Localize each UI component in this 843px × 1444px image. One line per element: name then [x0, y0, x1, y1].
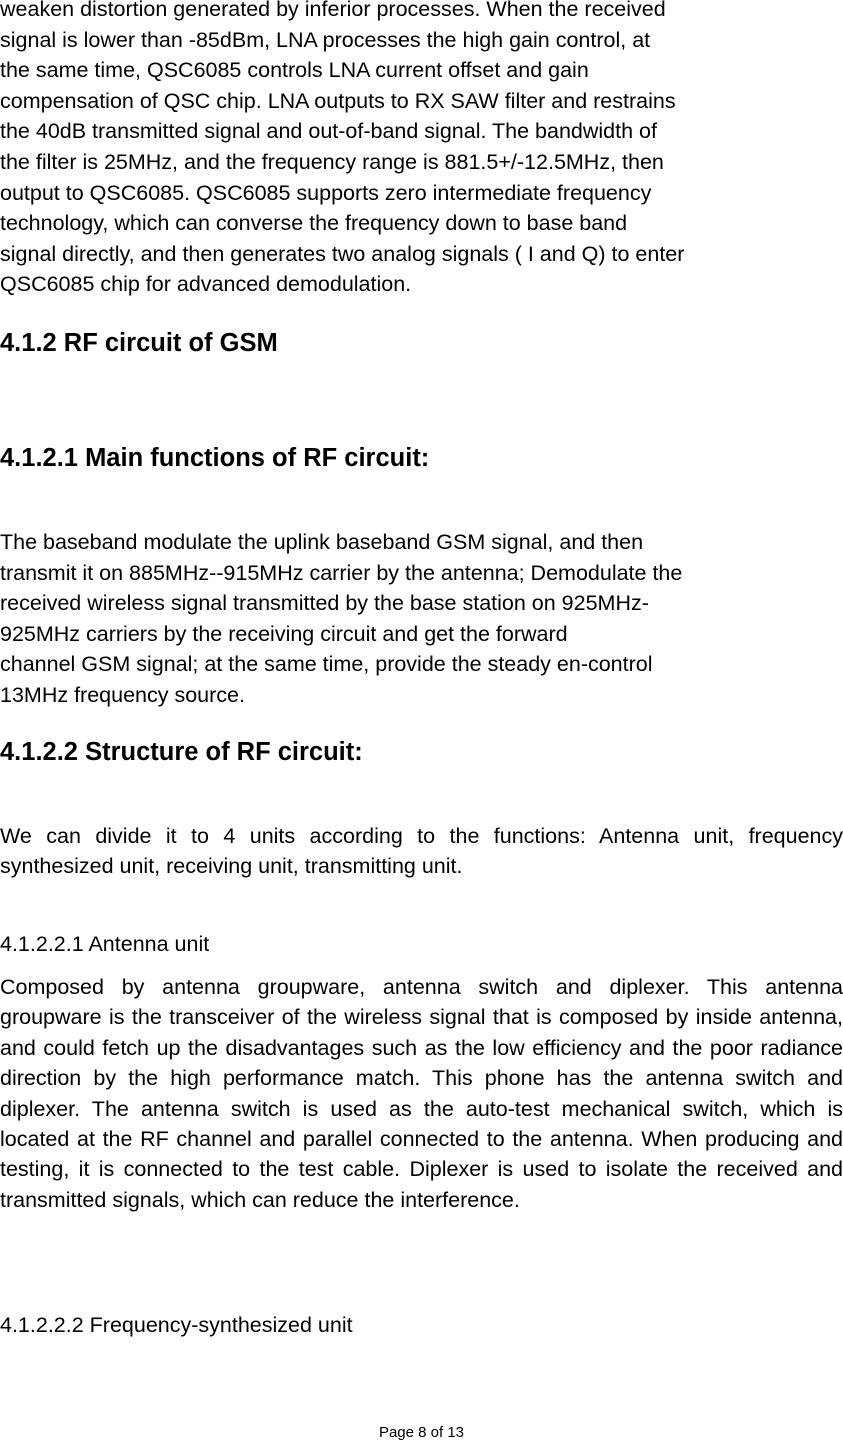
- text-line: received wireless signal transmitted by the base station on 925MHz-: [0, 591, 649, 616]
- text-line: output to QSC6085. QSC6085 supports zero intermediate frequency: [0, 180, 652, 205]
- subsection-heading-frequency-synthesized-unit: 4.1.2.2.2 Frequency-synthesized unit: [0, 1313, 353, 1337]
- text-line: channel GSM signal; at the same time, provide the steady en-control: [0, 652, 653, 677]
- text-line: signal directly, and then generates two analog signals ( I and Q) to enter: [0, 241, 685, 266]
- subsection-heading-antenna-unit: 4.1.2.2.1 Antenna unit: [0, 932, 210, 956]
- section-heading-4-1-2: 4.1.2 RF circuit of GSM: [0, 329, 278, 357]
- page-number: Page 8 of 13: [378, 1424, 465, 1441]
- text-line: signal is lower than -85dBm, LNA processes the high gain control, at: [0, 27, 651, 52]
- text-line: 925MHz carriers by the receiving circuit and get the forward: [0, 621, 568, 646]
- text-line: 13MHz frequency source.: [0, 682, 245, 707]
- text-line: QSC6085 chip for advanced demodulation.: [0, 272, 412, 297]
- functions-paragraph: [0, 527, 682, 711]
- text-line: the 40dB transmitted signal and out-of-band signal. The bandwidth of: [0, 119, 657, 144]
- antenna-paragraph: Composed by antenna groupware, antenna switch and diplexer. This antenna groupware is the transceiver of the wireless signal that is composed by inside antenna, and could fetch up the disadvantages such as the low efficiency and the poor radiance direction by the high performance match. This phone has the antenna switch and diplexer. The antenna switch is used as the auto-test mechanical switch, which is located at the RF channel and parallel connected to the antenna. When producing and testing, it is connected to the test cable. Diplexer is used to isolate the received and transmitted signals, which can reduce the interference.: [0, 975, 843, 1212]
- section-heading-4-1-2-2: 4.1.2.2 Structure of RF circuit:: [0, 738, 363, 766]
- text-line: compensation of QSC chip. LNA outputs to RX SAW filter and restrains: [0, 88, 676, 113]
- text-line: the filter is 25MHz, and the frequency range is 881.5+/-12.5MHz, then: [0, 149, 664, 174]
- structure-paragraph: We can divide it to 4 units according to the functions: Antenna unit, frequency synthesized unit, receiving unit, transmitting unit.: [0, 824, 843, 879]
- text-line: transmit it on 885MHz--915MHz carrier by the antenna; Demodulate the: [0, 560, 683, 585]
- section-heading-4-1-2-1: 4.1.2.1 Main functions of RF circuit:: [0, 444, 430, 472]
- intro-paragraph: [0, 0, 684, 300]
- text-line: technology, which can converse the frequency down to base band: [0, 211, 628, 236]
- text-line: the same time, QSC6085 controls LNA current offset and gain: [0, 58, 589, 83]
- text-line: The baseband modulate the uplink baseband GSM signal, and then: [0, 530, 644, 554]
- text-line: weaken distortion generated by inferior processes. When the received: [0, 0, 666, 21]
